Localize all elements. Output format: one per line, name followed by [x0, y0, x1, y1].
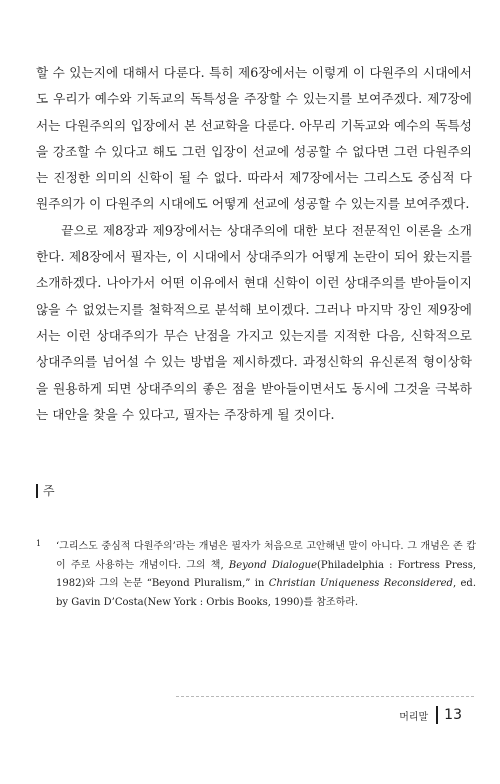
notes-heading-label: 주 [43, 484, 55, 498]
footer-section-title: 머리말 [399, 711, 429, 723]
body-text [36, 60, 472, 428]
footnote-1 [36, 538, 476, 613]
footer-bar [436, 706, 438, 724]
footer-divider [176, 696, 474, 697]
page-footer [399, 706, 462, 724]
footnote-book-title: Beyond Dialogue [228, 559, 318, 571]
footnote-number: 1 [36, 539, 42, 548]
page-number: 13 [444, 707, 462, 723]
notes-heading-bar [36, 484, 38, 498]
paragraph-1: 할 수 있는지에 대해서 다룬다. 특히 제6장에서는 이렇게 이 다원주의 시대에서도 우리가 예수와 기독교의 독특성을 주장할 수 있는지를 보여주겠다. 제7장에서는 다원주의의 입장에서 본 선교학을 다룬다. 아무리 기독교와 예수의 독특성을 강조할 수 있다고 해도 그런 입장이 선교에 성공할 수 없다면 그런 다원주의는 진정한 의미의 신학이 될 수 없다. 따라서 제7장에서는 그리스도 중심적 다원주의가 이 다원주의 시대에도 어떻게 선교에 성공할 수 있는지를 보여주겠다. [36, 65, 472, 212]
footnote-text [56, 538, 476, 613]
footnote-text-part1: ‘그리스도 중심적 다원주의’라는 개념은 필자가 처음으로 고안해낸 말이 아니다. 그 개념은 존 캅이 주로 사용하는 개념이다. 그의 책, [56, 541, 476, 571]
notes-heading [36, 482, 55, 499]
footnote-text-part2: (Philadelphia : Fortress Press, 1982)와 그의 논문 “Beyond Pluralism,” in [56, 559, 477, 590]
paragraph-2: 끝으로 제8장과 제9장에서는 상대주의에 대한 보다 전문적인 이론을 소개한다. 제8장에서 필자는, 이 시대에서 상대주의가 어떻게 논란이 되어 왔는지를 소개하겠다. 나아가서 어떤 이유에서 현대 신학이 이런 상대주의를 받아들이지 않을 수 없었는지를 철학적으로 분석해 보이겠다. 그러나 마지막 장인 제9장에서는 이런 상대주의가 무슨 난점을 가지고 있는지를 지적한 다음, 신학적으로 상대주의를 넘어설 수 있는 방법을 제시하겠다. 과정신학의 유신론적 형이상학을 원용하게 되면 상대주의의 좋은 점을 받아들이면서도 동시에 그것을 극복하는 대안을 찾을 수 있다고, 필자는 주장하게 될 것이다. [36, 222, 472, 422]
footnote-text-part3: , ed. by Gavin D’Costa(New York : Orbis Books, 1990)를 참조하라. [56, 578, 476, 609]
footnote-collection-title: Christian Uniqueness Reconsidered [268, 578, 453, 590]
